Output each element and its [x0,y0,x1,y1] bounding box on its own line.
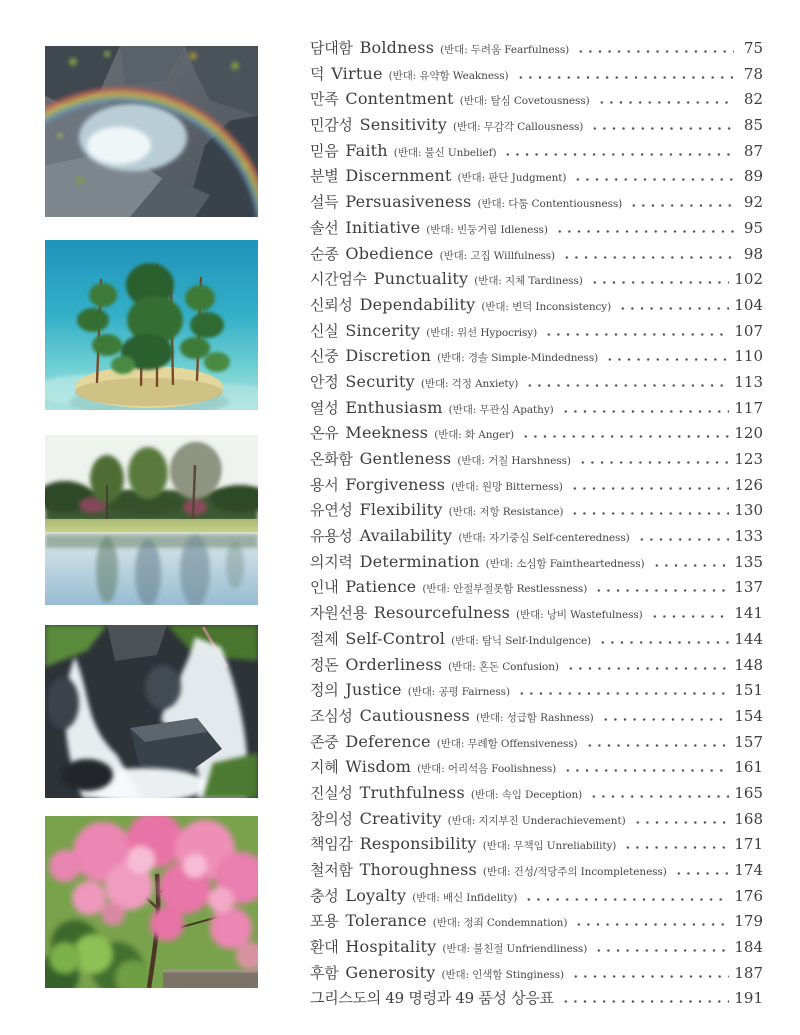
toc-entry [310,654,763,680]
toc-english-term: Faith [345,140,388,160]
dot-leader [521,435,729,438]
toc-opposite-term: (반대: 원망 Bitterness) [451,480,563,493]
toc-english-term: Resourcefulness [373,603,511,623]
toc-korean-term: 인내 [310,578,339,597]
toc-english-term: Orderliness [345,654,443,674]
dot-leader [578,461,729,464]
toc-opposite-term: (반대: 탐심 Covetousness) [459,95,590,108]
toc-opposite-term: (반대: 공평 Fairness) [407,686,510,699]
dot-leader [563,769,729,772]
toc-opposite-term: (반대: 인색함 Stinginess) [441,968,564,981]
toc-korean-term: 포용 [310,912,339,931]
mossy-cascading-waterfall-photo [45,625,258,798]
toc-page-number: 130 [734,501,763,520]
toc-opposite-term: (반대: 혼돈 Confusion) [448,660,559,673]
toc-opposite-term: (반대: 위선 Hypocrisy) [426,326,538,339]
toc-korean-term: 신실 [310,321,339,340]
toc-english-term: Justice [345,680,402,700]
toc-page-number: 191 [734,989,763,1008]
toc-opposite-term: (반대: 무책임 Unreliability) [482,840,617,853]
toc-opposite-term: (반대: 정죄 Condemnation) [432,917,568,930]
toc-opposite-term: (반대: 판단 Judgment) [457,172,567,185]
toc-page-number: 176 [734,886,763,905]
toc-korean-term: 지혜 [310,758,339,777]
toc-opposite-term: (반대: 탐닉 Self-Indulgence) [451,634,592,647]
toc-korean-term: 환대 [310,938,339,957]
toc-opposite-term: (반대: 변덕 Inconsistency) [481,300,612,313]
toc-page-number: 126 [734,475,763,494]
dot-leader [555,230,734,233]
toc-page-number: 98 [743,244,763,263]
dot-leader [589,795,729,798]
toc-opposite-term: (반대: 화 Anger) [434,429,515,442]
toc-opposite-term: (반대: 두려움 Fearfulness) [440,44,570,56]
toc-entry [310,705,763,731]
toc-english-term: Boldness [359,38,435,57]
toc-entry [310,63,763,89]
toc-page-number: 123 [734,450,763,468]
toc-korean-term: 안정 [310,372,339,391]
toc-korean-term: 의지력 [310,552,353,571]
toc-page-number: 133 [734,527,763,546]
toc-korean-term: 신중 [310,347,339,366]
toc-entry [310,165,763,191]
dot-leader [618,307,729,310]
toc-korean-term: 절제 [310,629,339,648]
toc-page-number: 154 [734,706,763,725]
toc-page-number: 157 [734,732,763,751]
toc-opposite-term: (반대: 걱정 Anxiety) [420,377,519,390]
toc-entry [310,859,763,885]
dot-leader [562,256,734,259]
toc-page-number: 87 [743,141,763,160]
toc-korean-term: 유연성 [310,501,353,520]
pink-blossom-tree-photo [45,816,258,988]
toc-korean-term: 덕 [310,64,325,83]
dot-leader [570,487,730,490]
dot-leader [503,153,734,156]
toc-english-term: Punctuality [373,269,469,289]
dot-leader [633,821,730,824]
dot-leader [561,410,730,413]
dot-leader [594,589,729,592]
toc-entry [310,731,763,757]
toc-entry [310,576,763,602]
toc-page-number: 113 [734,372,763,391]
toc-page-number: 137 [734,578,763,597]
toc-opposite-term: (반대: 빈둥거림 Idleness) [426,223,548,236]
toc-korean-term: 충성 [310,886,339,905]
toc-english-term: Forgiveness [345,474,446,494]
toc-korean-term: 열성 [310,398,339,417]
toc-entry [310,808,763,834]
toc-english-term: Meekness [345,423,429,443]
toc-english-term: Responsibility [359,834,477,854]
toc-page-number: 179 [734,912,763,931]
toc-korean-term: 솔선 [310,218,339,237]
toc-entry [310,962,763,988]
toc-entry [310,371,763,397]
toc-page-number: 120 [734,424,763,443]
toc-entry [310,422,763,448]
toc-english-term: Creativity [359,808,442,828]
toc-korean-term: 조심성 [310,706,353,725]
toc-entry [310,345,763,371]
toc-english-term: Gentleness [359,449,452,468]
dot-leader [590,127,734,130]
toc-entry [310,782,763,808]
toc-opposite-term: (반대: 건성/적당주의 Incompleteness) [482,866,667,878]
toc-opposite-term: (반대: 성급함 Rashness) [475,711,594,724]
toc-korean-term: 그리스도의 49 명령과 49 품성 상응표 [310,989,554,1008]
toc-entry [310,243,763,269]
toc-entry [310,679,763,705]
toc-korean-term: 책임감 [310,835,353,854]
toc-page-number: 92 [743,193,763,212]
toc-opposite-term: (반대: 경솔 Simple-Mindedness) [437,352,599,365]
toc-opposite-term: (반대: 유약함 Weakness) [388,69,509,82]
toc-entry [310,910,763,936]
rainbow-over-rocky-gorge-photo [45,46,258,217]
toc-korean-term: 철저함 [310,861,353,879]
toc-english-term: Security [345,371,415,391]
toc-page-number: 85 [743,116,763,135]
dot-leader [566,667,729,670]
toc-english-term: Hospitality [345,937,437,957]
toc-korean-term: 진실성 [310,783,353,802]
toc-page-number: 141 [734,604,763,623]
toc-entry [310,448,763,474]
toc-page-number: 161 [734,758,763,777]
toc-page-number: 75 [743,39,763,57]
toc-page-number: 187 [734,963,763,982]
lakeside-trees-reflection-photo [45,435,258,605]
toc-korean-term: 온화함 [310,450,353,468]
toc-english-term: Discretion [345,346,432,366]
toc-korean-term: 분별 [310,167,339,186]
dot-leader [623,846,729,849]
toc-korean-term: 민감성 [310,116,353,135]
toc-opposite-term: (반대: 자기중심 Self-centeredness) [458,532,630,545]
toc-korean-term: 신뢰성 [310,295,353,314]
dot-leader [601,718,730,721]
dot-leader [516,76,734,79]
toc-entry [310,88,763,114]
dot-leader [561,1000,730,1003]
toc-korean-term: 순종 [310,244,339,263]
toc-page-number: 168 [734,809,763,828]
toc-opposite-term: (반대: 무감각 Callousness) [453,121,584,134]
dot-leader [652,564,730,567]
toc-korean-term: 담대함 [310,39,353,57]
toc-english-term: Generosity [345,962,436,982]
toc-korean-term: 온유 [310,424,339,443]
toc-entry [310,294,763,320]
toc-opposite-term: (반대: 불친절 Unfriendliness) [442,943,588,956]
dot-leader [629,204,734,207]
toc-korean-term: 정의 [310,681,339,700]
toc-korean-term: 설득 [310,193,339,212]
toc-page-number: 102 [734,270,763,289]
toc-page-number: 184 [734,938,763,957]
toc-entry [310,602,763,628]
dot-leader [597,101,734,104]
toc-english-term: Initiative [345,217,421,237]
toc-entry [310,114,763,140]
toc-english-term: Deference [345,731,431,751]
toc-entry [310,268,763,294]
toc-korean-term: 믿음 [310,141,339,160]
toc-page-number: 165 [734,783,763,802]
toc-english-term: Virtue [331,63,383,83]
toc-korean-term: 존중 [310,732,339,751]
toc-page-number: 171 [734,835,763,854]
toc-opposite-term: (반대: 지체 Tardiness) [474,275,583,288]
toc-list [310,37,763,1013]
toc-english-term: Flexibility [359,500,443,520]
dot-leader [585,744,730,747]
dot-leader [598,641,729,644]
toc-english-term: Loyalty [345,885,407,905]
toc-page-number: 135 [734,552,763,571]
toc-opposite-term: (반대: 저항 Resistance) [448,506,564,519]
toc-korean-term: 창의성 [310,809,353,828]
dot-leader [594,949,729,952]
toc-english-term: Patience [345,577,417,597]
toc-entry [310,320,763,346]
toc-entry [310,191,763,217]
toc-opposite-term: (반대: 무관심 Apathy) [448,403,554,416]
toc-page-number: 78 [743,64,763,83]
toc-page-number: 89 [743,167,763,186]
toc-entry [310,833,763,859]
dot-leader [524,898,729,901]
toc-page-number: 148 [734,655,763,674]
toc-korean-term: 후함 [310,963,339,982]
toc-entry [310,936,763,962]
toc-entry [310,397,763,423]
dot-leader [637,538,730,541]
toc-opposite-term: (반대: 안절부절못함 Restlessness) [422,583,588,596]
toc-page-number: 95 [743,218,763,237]
pine-island-in-turquoise-lake-photo [45,240,258,410]
toc-entry [310,140,763,166]
toc-opposite-term: (반대: 배신 Infidelity) [412,891,518,904]
dot-leader [574,923,729,926]
toc-page-number: 107 [734,321,763,340]
dot-leader [573,178,734,181]
toc-english-term: Dependability [359,294,476,314]
toc-page-number: 174 [734,861,763,879]
toc-korean-term: 유용성 [310,527,353,546]
toc-page-number: 151 [734,681,763,700]
toc-opposite-term: (반대: 지지부진 Underachievement) [447,814,626,827]
toc-opposite-term: (반대: 다툼 Contentiousness) [477,198,623,211]
toc-page-number: 82 [743,90,763,109]
toc-english-term: Obedience [345,243,434,263]
dot-leader [570,512,729,515]
dot-leader [576,50,734,53]
dot-leader [525,384,729,387]
dot-leader [650,615,730,618]
toc-korean-term: 만족 [310,90,339,109]
toc-korean-term: 자원선용 [310,604,367,623]
toc-english-term: Cautiousness [359,705,470,725]
toc-korean-term: 정돈 [310,655,339,674]
toc-opposite-term: (반대: 속임 Deception) [470,788,583,801]
toc-entry [310,474,763,500]
dot-leader [590,281,730,284]
toc-english-term: Persuasiveness [345,192,472,212]
toc-opposite-term: (반대: 낭비 Wastefulness) [516,609,643,622]
toc-korean-term: 시간엄수 [310,270,367,289]
toc-entry [310,628,763,654]
toc-opposite-term: (반대: 무례함 Offensiveness) [436,737,578,750]
toc-english-term: Determination [359,551,480,571]
dot-leader [674,872,730,875]
dot-leader [605,358,729,361]
toc-opposite-term: (반대: 거칠 Harshness) [457,455,571,467]
toc-entry [310,756,763,782]
toc-english-term: Enthusiasm [345,397,443,417]
toc-entry [310,551,763,577]
toc-english-term: Truthfulness [359,782,465,802]
toc-page-number: 144 [734,629,763,648]
dot-leader [517,692,729,695]
toc-english-term: Availability [359,526,453,546]
toc-entry [310,499,763,525]
toc-english-term: Contentment [345,89,454,109]
toc-opposite-term: (반대: 고집 Willfulness) [439,249,556,262]
toc-entry [310,37,763,63]
toc-korean-term: 용서 [310,475,339,494]
toc-english-term: Wisdom [345,757,412,777]
toc-english-term: Self-Control [345,628,446,648]
toc-english-term: Tolerance [345,911,427,931]
toc-english-term: Sensitivity [359,115,448,135]
toc-opposite-term: (반대: 소심함 Faintheartedness) [485,557,645,570]
toc-english-term: Thoroughness [359,860,477,879]
toc-english-term: Discernment [345,166,452,186]
toc-page-number: 117 [734,398,763,417]
toc-english-term: Sincerity [345,320,421,340]
toc-page-number: 104 [734,295,763,314]
dot-leader [571,975,729,978]
toc-entry [310,885,763,911]
toc-page-number: 110 [734,347,763,366]
toc-entry [310,987,763,1013]
toc-entry [310,525,763,551]
dot-leader [544,333,729,336]
toc-entry [310,217,763,243]
toc-opposite-term: (반대: 어리석음 Foolishness) [417,763,557,776]
toc-opposite-term: (반대: 불신 Unbelief) [393,146,497,159]
